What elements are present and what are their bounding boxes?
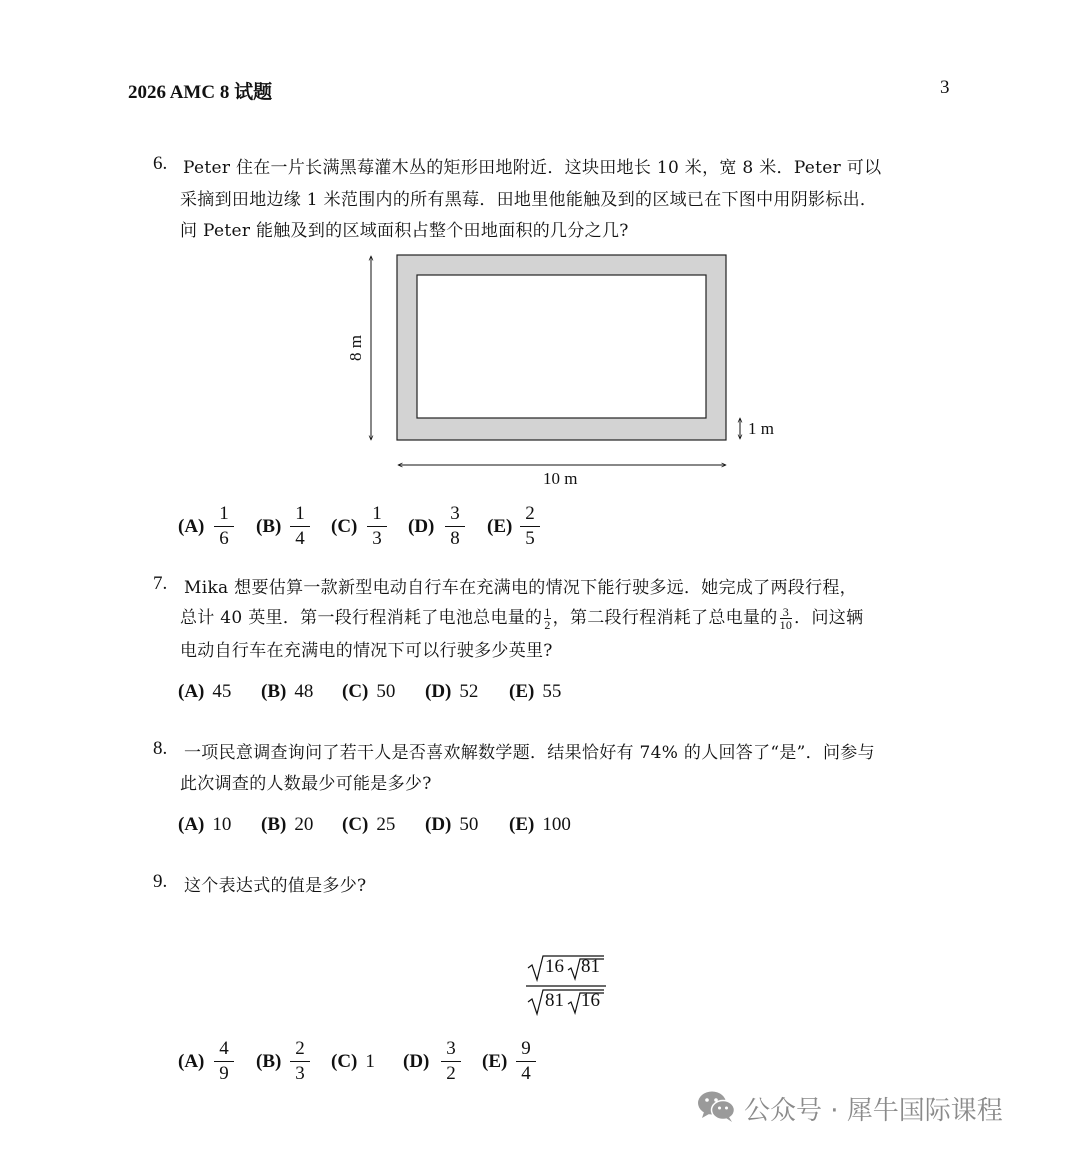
radical-expression bbox=[520, 952, 615, 1022]
option-e-value: 100 bbox=[542, 814, 571, 835]
numerator-outer-value: 16 bbox=[545, 956, 564, 977]
option-e-label: (E) bbox=[509, 814, 535, 835]
option-e-label: (E) bbox=[509, 681, 535, 702]
question-7-text-line-1: Mika 想要估算一款新型电动自行车在充满电的情况下能行驶多远．她完成了两段行程， bbox=[184, 578, 857, 598]
inline-fraction-1-denominator: 2 bbox=[544, 618, 551, 632]
option-a-numerator: 1 bbox=[219, 503, 229, 524]
denominator-inner-value: 16 bbox=[581, 990, 600, 1011]
inline-fraction-2-denominator: 10 bbox=[779, 618, 793, 632]
question-8-number: 8. bbox=[153, 738, 168, 759]
option-b-numerator: 1 bbox=[295, 503, 305, 524]
inline-fraction-2-numerator: 3 bbox=[782, 605, 790, 619]
option-d-fraction[interactable] bbox=[443, 503, 467, 550]
width-label: 10 m bbox=[543, 469, 578, 488]
option-a-value: 10 bbox=[212, 814, 232, 835]
question-7-text-line-3: 电动自行车在充满电的情况下可以行驶多少英里? bbox=[180, 641, 553, 661]
question-6-number: 6. bbox=[153, 153, 168, 174]
option-e-fraction[interactable] bbox=[514, 1038, 538, 1085]
option-a-denominator: 9 bbox=[219, 1063, 229, 1084]
question-7-text-line-2-part-c: ．问这辆 bbox=[794, 608, 864, 628]
option-d-numerator: 3 bbox=[450, 503, 460, 524]
option-b[interactable] bbox=[261, 681, 313, 703]
option-c-denominator: 3 bbox=[372, 528, 382, 549]
option-c-label: (C) bbox=[342, 681, 369, 702]
question-6-text-line-1: Peter 住在一片长满黑莓灌木丛的矩形田地附近．这块田地长 10 米，宽 8 米．Peter 可以 bbox=[183, 158, 882, 178]
question-8-text-line-1: 一项民意调查询问了若干人是否喜欢解数学题．结果恰好有 74% 的人回答了“是”．问参与 bbox=[184, 743, 875, 763]
option-c-fraction[interactable] bbox=[365, 503, 389, 550]
option-b-value: 48 bbox=[294, 681, 314, 702]
option-b-label[interactable]: (B) bbox=[256, 1051, 282, 1072]
wechat-icon bbox=[696, 1088, 738, 1124]
question-9-number: 9. bbox=[153, 871, 168, 892]
watermark-text: 公众号 · 犀牛国际课程 bbox=[744, 1096, 1003, 1126]
option-e[interactable] bbox=[509, 814, 571, 836]
question-6-text-line-2: 采摘到田地边缘 1 米范围内的所有黑莓．田地里他能触及到的区域已在下图中用阴影标出． bbox=[180, 190, 878, 210]
option-a-label: (A) bbox=[178, 814, 205, 835]
option-c-value: 25 bbox=[376, 814, 396, 835]
option-a-label[interactable]: (A) bbox=[178, 516, 205, 537]
page-header-title: 2026 AMC 8 试题 bbox=[128, 82, 273, 103]
option-e-value: 55 bbox=[542, 681, 562, 702]
option-c-label: (C) bbox=[342, 814, 369, 835]
option-d[interactable] bbox=[425, 814, 478, 836]
option-d-label: (D) bbox=[425, 681, 452, 702]
option-b[interactable] bbox=[261, 814, 313, 836]
option-b-fraction[interactable] bbox=[288, 1038, 312, 1085]
option-b-label[interactable]: (B) bbox=[256, 516, 282, 537]
question-7-text-line-2 bbox=[180, 603, 863, 631]
field-unreachable-interior bbox=[417, 275, 706, 418]
option-c[interactable] bbox=[342, 814, 395, 836]
option-b-denominator: 4 bbox=[295, 528, 305, 549]
question-7-text-line-2-part-b: ，第二段行程消耗了总电量的 bbox=[552, 608, 778, 628]
option-d-fraction[interactable] bbox=[439, 1038, 463, 1085]
option-a-label: (A) bbox=[178, 681, 205, 702]
inline-fraction-one-half bbox=[544, 606, 550, 631]
option-a[interactable] bbox=[178, 681, 231, 703]
option-b-denominator: 3 bbox=[295, 1063, 305, 1084]
question-7-number: 7. bbox=[153, 573, 168, 594]
option-a-value: 45 bbox=[212, 681, 232, 702]
option-a-denominator: 6 bbox=[219, 528, 229, 549]
option-b-label: (B) bbox=[261, 814, 287, 835]
option-c-value: 1 bbox=[365, 1051, 375, 1072]
border-width-label: 1 m bbox=[748, 419, 774, 438]
option-e-label[interactable]: (E) bbox=[487, 516, 513, 537]
option-a[interactable] bbox=[178, 814, 231, 836]
option-b-numerator: 2 bbox=[295, 1038, 305, 1059]
option-c[interactable] bbox=[342, 681, 395, 703]
option-c-numerator: 1 bbox=[372, 503, 382, 524]
page-number: 3 bbox=[940, 77, 950, 98]
question-8-text-line-2: 此次调查的人数最少可能是多少? bbox=[180, 774, 432, 794]
option-e-numerator: 9 bbox=[521, 1038, 531, 1059]
option-a-numerator: 4 bbox=[219, 1038, 229, 1059]
question-9-text-line-1: 这个表达式的值是多少? bbox=[184, 876, 367, 896]
option-d-denominator: 8 bbox=[450, 528, 460, 549]
option-d-label[interactable]: (D) bbox=[403, 1051, 430, 1072]
option-b-value: 20 bbox=[294, 814, 314, 835]
option-c-label: (C) bbox=[331, 1051, 358, 1072]
height-label: 8 m bbox=[345, 335, 365, 361]
option-a-fraction[interactable] bbox=[212, 1038, 236, 1085]
option-d[interactable] bbox=[425, 681, 478, 703]
option-a-label[interactable]: (A) bbox=[178, 1051, 205, 1072]
option-d-denominator: 2 bbox=[446, 1063, 456, 1084]
option-d-numerator: 3 bbox=[446, 1038, 456, 1059]
field-diagram bbox=[350, 248, 800, 493]
numerator-inner-value: 81 bbox=[581, 956, 600, 977]
denominator-outer-value: 81 bbox=[545, 990, 564, 1011]
option-b-fraction[interactable] bbox=[288, 503, 312, 550]
option-e-label[interactable]: (E) bbox=[482, 1051, 508, 1072]
option-e-fraction[interactable] bbox=[518, 503, 542, 550]
option-e-numerator: 2 bbox=[525, 503, 535, 524]
option-c[interactable] bbox=[331, 1051, 375, 1073]
option-d-label: (D) bbox=[425, 814, 452, 835]
question-6-text-line-3: 问 Peter 能触及到的区域面积占整个田地面积的几分之几? bbox=[180, 221, 629, 241]
option-c-label[interactable]: (C) bbox=[331, 516, 358, 537]
inline-fraction-three-tenths bbox=[780, 606, 793, 631]
option-e[interactable] bbox=[509, 681, 561, 703]
option-b-label: (B) bbox=[261, 681, 287, 702]
option-d-label[interactable]: (D) bbox=[408, 516, 435, 537]
question-7-text-line-2-part-a: 总计 40 英里．第一段行程消耗了电池总电量的 bbox=[180, 608, 543, 628]
option-d-value: 52 bbox=[459, 681, 479, 702]
option-e-denominator: 5 bbox=[525, 528, 535, 549]
inline-fraction-1-numerator: 1 bbox=[544, 605, 551, 619]
option-e-denominator: 4 bbox=[521, 1063, 531, 1084]
option-c-value: 50 bbox=[376, 681, 396, 702]
option-d-value: 50 bbox=[459, 814, 479, 835]
option-a-fraction[interactable] bbox=[212, 503, 236, 550]
